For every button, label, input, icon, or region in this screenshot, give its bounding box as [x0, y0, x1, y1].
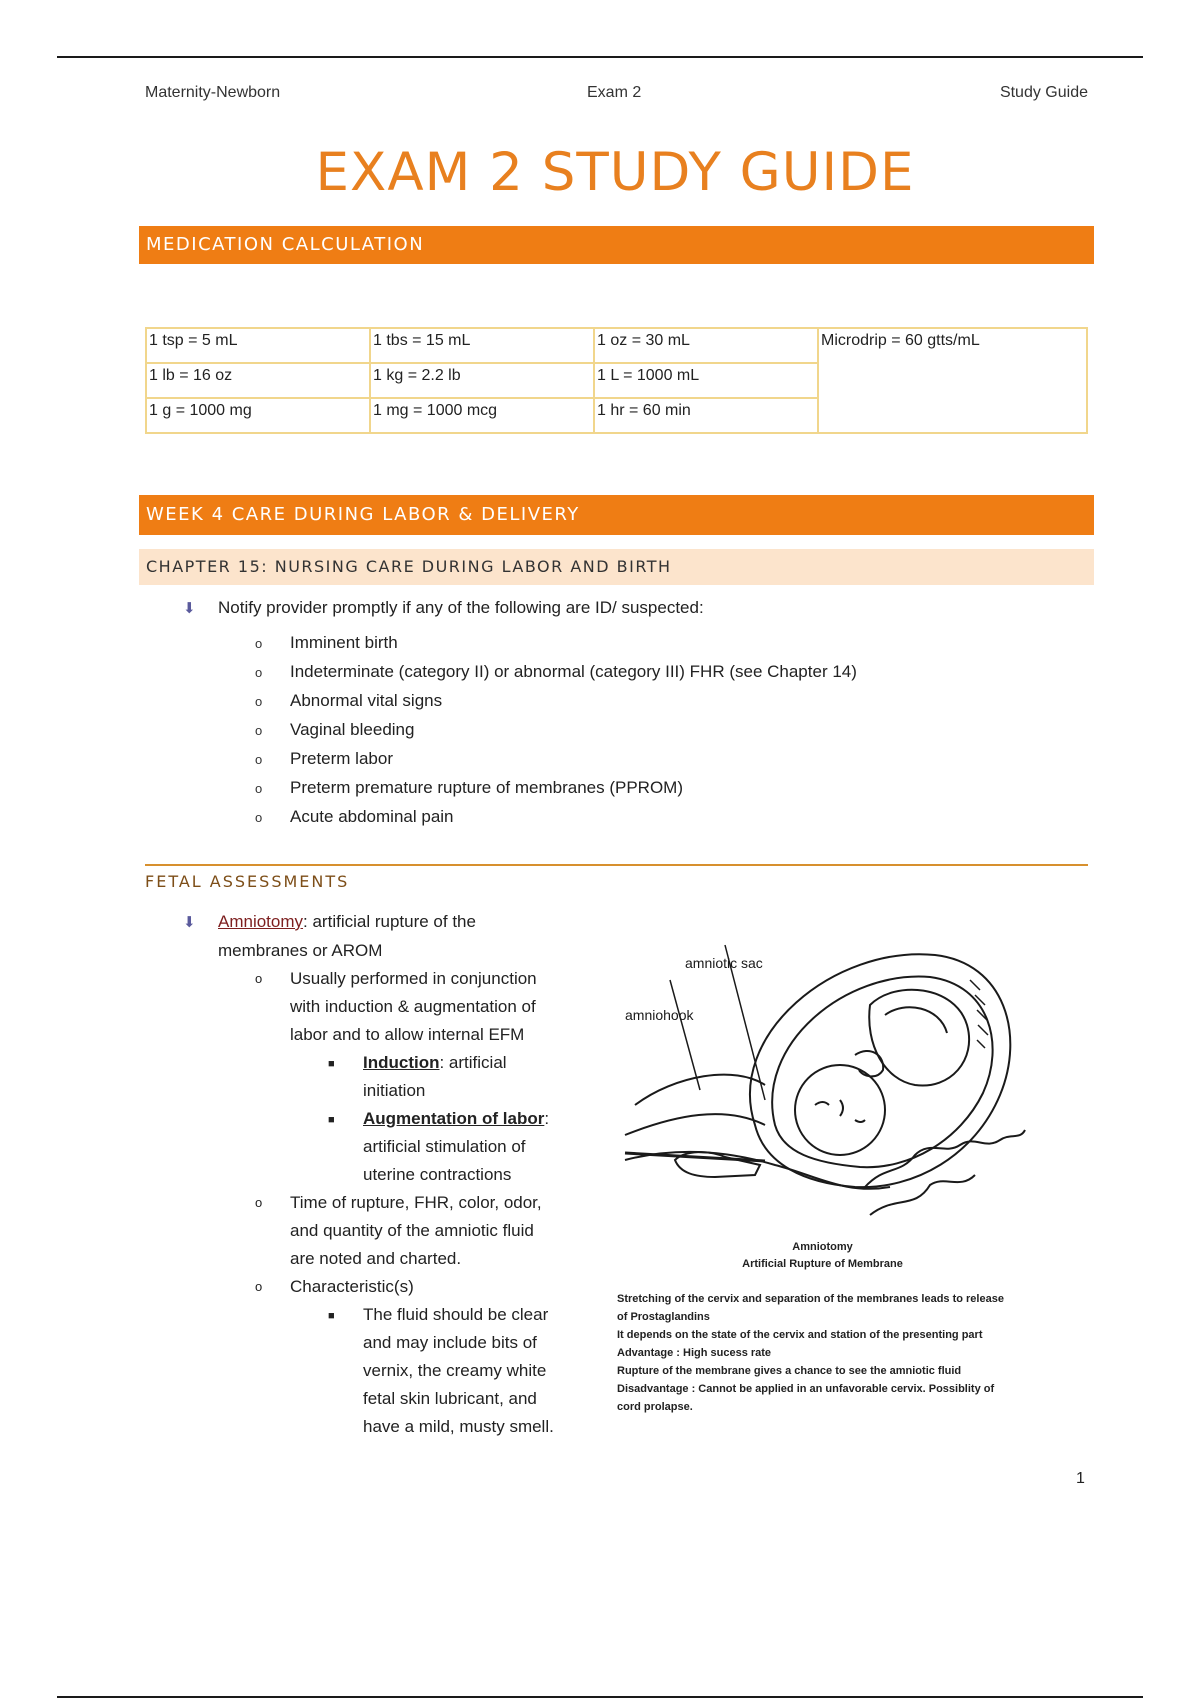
section-band-med-calc: MEDICATION CALCULATION: [139, 226, 1094, 264]
circle-bullet-icon: o: [255, 636, 263, 651]
circle-bullet-icon: o: [255, 781, 263, 796]
figure-caption: Amniotomy Artificial Rupture of Membrane: [742, 1241, 903, 1270]
bullet-arrow-icon: ⬇: [183, 600, 196, 617]
table-cell: 1 tbs = 15 mL: [370, 328, 594, 363]
list-item: ■ Induction: artificial initiation: [183, 1049, 573, 1105]
list-item: o Time of rupture, FHR, color, odor, and quantity of the amniotic fluid are noted and charted.: [183, 1189, 573, 1273]
page-header: [145, 84, 1088, 106]
square-bullet-icon: ■: [328, 1058, 335, 1070]
conversion-table: [145, 327, 1088, 434]
label-amniotic-sac: amniotic sac: [685, 955, 763, 971]
bottom-rule: [57, 1696, 1143, 1698]
amniotomy-illustration: [615, 925, 1030, 1265]
amniotomy-def-cont: membranes or AROM: [218, 941, 383, 960]
list-item: ■ Augmentation of labor: artificial stimulation of uterine contractions: [183, 1105, 573, 1189]
table-cell: 1 g = 1000 mg: [146, 398, 370, 433]
list-item: o Indeterminate (category II) or abnormal (category III) FHR (see Chapter 14): [255, 657, 857, 686]
circle-bullet-icon: o: [255, 1279, 263, 1294]
table-row: [146, 328, 1087, 363]
amniotomy-term: Amniotomy: [218, 912, 304, 931]
list-item: o Abnormal vital signs: [255, 686, 857, 715]
table-cell: 1 oz = 30 mL: [594, 328, 818, 363]
section-band-week4: WEEK 4 CARE DURING LABOR & DELIVERY: [139, 495, 1094, 535]
circle-bullet-icon: o: [255, 971, 263, 986]
page-number: 1: [1076, 1470, 1085, 1487]
top-rule: [57, 56, 1143, 58]
table-cell: 1 kg = 2.2 lb: [370, 363, 594, 398]
table-cell: 1 mg = 1000 mcg: [370, 398, 594, 433]
list-item: o Preterm labor: [255, 744, 857, 773]
page-title: EXAM 2 STUDY GUIDE: [315, 142, 915, 203]
induction-term: Induction: [363, 1053, 440, 1072]
header-center: Exam 2: [587, 84, 642, 101]
circle-bullet-icon: o: [255, 723, 263, 738]
list-item: o Characteristic(s): [183, 1273, 573, 1301]
augmentation-term: Augmentation of labor: [363, 1109, 545, 1128]
list-item: o Imminent birth: [255, 628, 857, 657]
circle-bullet-icon: o: [255, 665, 263, 680]
fetal-assessments-heading: FETAL ASSESSMENTS: [145, 872, 350, 891]
section-divider: [145, 864, 1088, 866]
figure-notes: Stretching of the cervix and separation of the membranes leads to release of Prostaglandins It depends on the state of the cervix and station of the presenting part Advantage : High sucess rate Rupture of the membrane gives a chance to see the amniotic fluid Disadvantage : Cannot be applied in an unfavorable cervix. Possiblity of cord prolapse.: [617, 1293, 1004, 1413]
bullet-arrow-icon: ⬇: [183, 914, 196, 931]
table-cell: 1 hr = 60 min: [594, 398, 818, 433]
label-amniohook: amniohook: [625, 1007, 694, 1023]
chapter-heading: CHAPTER 15: NURSING CARE DURING LABOR AND BIRTH: [139, 549, 1094, 585]
notify-text: Notify provider promptly if any of the following are ID/ suspected:: [218, 598, 704, 617]
header-left: Maternity-Newborn: [145, 84, 281, 101]
list-item: o Preterm premature rupture of membranes (PPROM): [255, 773, 857, 802]
list-item: o Usually performed in conjunction with induction & augmentation of labor and to allow internal EFM: [183, 965, 573, 1049]
header-right: Study Guide: [999, 84, 1088, 101]
square-bullet-icon: ■: [328, 1114, 335, 1126]
circle-bullet-icon: o: [255, 694, 263, 709]
list-item: o Vaginal bleeding: [255, 715, 857, 744]
circle-bullet-icon: o: [255, 752, 263, 767]
circle-bullet-icon: o: [255, 1195, 263, 1210]
amniotomy-item: ⬇ Amniotomy: artificial rupture of the: [183, 908, 573, 937]
circle-bullet-icon: o: [255, 810, 263, 825]
table-cell: 1 lb = 16 oz: [146, 363, 370, 398]
notify-item: [183, 598, 704, 618]
list-item: o Acute abdominal pain: [255, 802, 857, 831]
square-bullet-icon: ■: [328, 1310, 335, 1322]
list-item: ■ The fluid should be clear and may include bits of vernix, the creamy white fetal skin lubricant, and have a mild, musty smell.: [183, 1301, 573, 1441]
table-cell: 1 L = 1000 mL: [594, 363, 818, 398]
notify-list: [255, 628, 857, 831]
table-cell: 1 tsp = 5 mL: [146, 328, 370, 363]
table-cell-microdrip: Microdrip = 60 gtts/mL: [818, 328, 1087, 433]
fetal-assessment-text: [183, 908, 573, 1441]
